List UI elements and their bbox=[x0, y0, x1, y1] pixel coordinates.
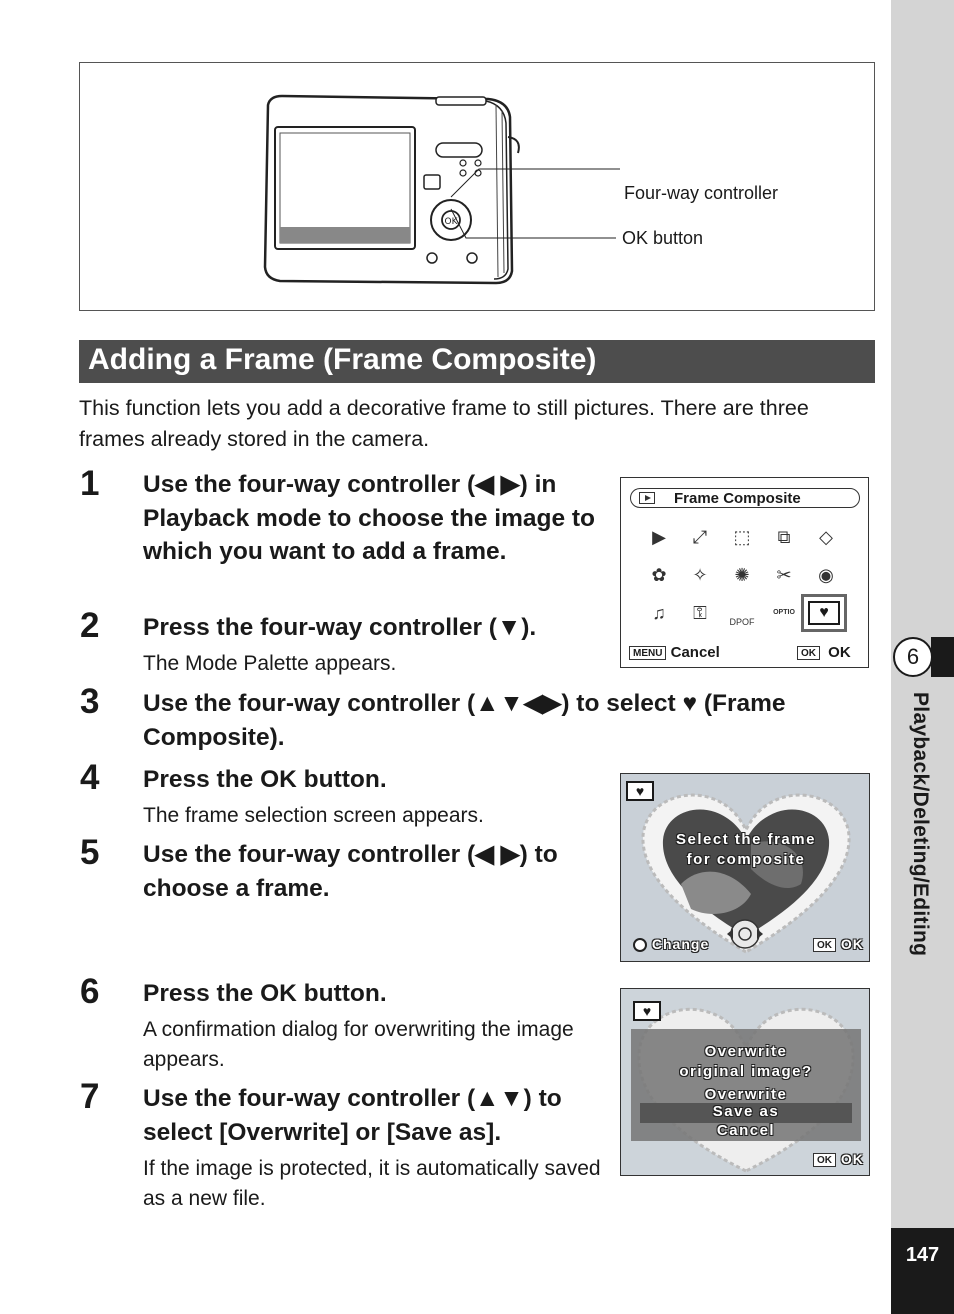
palette-ok-group bbox=[797, 644, 851, 661]
voice-memo-icon[interactable]: ♫ bbox=[652, 603, 666, 623]
rotate-icon[interactable]: ◇ bbox=[819, 527, 833, 547]
menu-key-icon: MENU bbox=[629, 646, 666, 660]
step-5-number: 5 bbox=[80, 833, 100, 872]
image-copy-icon[interactable]: ⧉ bbox=[777, 527, 791, 547]
step-2-text: Press the four-way controller (▼). bbox=[143, 614, 537, 641]
confirm-question-line2: original image? bbox=[679, 1063, 813, 1080]
resize-icon[interactable]: ⤢ bbox=[692, 527, 708, 547]
step-1-text: Use the four-way controller (◀ ▶) in Playback mode to choose the image to which you want to add a frame. bbox=[143, 471, 596, 565]
protect-key-icon[interactable]: ⚿ bbox=[693, 603, 707, 623]
ok-label: OK bbox=[840, 1151, 864, 1167]
step-6-number: 6 bbox=[80, 972, 100, 1011]
camera-figure bbox=[79, 62, 875, 311]
select-frame-line2: for composite bbox=[686, 851, 806, 868]
step-2-note: The Mode Palette appears. bbox=[143, 652, 397, 675]
movie-edit-icon[interactable]: ✂ bbox=[776, 565, 792, 585]
mode-palette-screen bbox=[620, 477, 869, 668]
option-save-as[interactable]: Save as bbox=[712, 1103, 780, 1120]
start-up-screen-icon[interactable]: OPTIO bbox=[773, 609, 795, 616]
page-number: 147 bbox=[891, 1228, 954, 1314]
step-6-note: A confirmation dialog for overwriting the image appears. bbox=[143, 1018, 574, 1071]
ok-key-icon: OK bbox=[797, 646, 820, 660]
step-3-number: 3 bbox=[80, 682, 100, 721]
step-7-text: Use the four-way controller (▲▼) to select [Overwrite] or [Save as]. bbox=[143, 1085, 562, 1146]
step-4-text: Press the OK button. bbox=[143, 766, 387, 793]
ok-label: OK bbox=[828, 644, 851, 661]
frame-composite-selected-cell[interactable] bbox=[801, 594, 847, 632]
change-label: Change bbox=[651, 936, 710, 952]
option-cancel[interactable]: Cancel bbox=[716, 1122, 776, 1139]
chapter-title: Playback/Deleting/Editing bbox=[909, 692, 932, 957]
frame-ok-hint bbox=[813, 936, 864, 952]
four-way-controller-label: Four-way controller bbox=[624, 183, 779, 203]
step-2-number: 2 bbox=[80, 606, 100, 645]
frame-composite-icon: ♥ bbox=[626, 781, 654, 801]
svg-text:OK: OK bbox=[444, 217, 458, 227]
step-5-text: Use the four-way controller (◀ ▶) to choose a frame. bbox=[143, 841, 558, 902]
step-4-number: 4 bbox=[80, 758, 100, 797]
slideshow-icon[interactable]: ▶ bbox=[652, 527, 666, 547]
step-6-text: Press the OK button. bbox=[143, 980, 387, 1007]
change-hint bbox=[633, 936, 709, 952]
heart-frame-artwork bbox=[621, 774, 870, 962]
cropping-icon[interactable]: ⬚ bbox=[733, 527, 751, 547]
confirm-question-line1: Overwrite bbox=[704, 1043, 788, 1060]
frame-composite-heart-icon: ♥ bbox=[808, 601, 840, 625]
palette-bottom-bar bbox=[629, 644, 861, 664]
frame-selection-screen bbox=[620, 773, 870, 962]
playback-icon bbox=[639, 492, 655, 504]
red-eye-edit-icon[interactable]: ◉ bbox=[818, 565, 834, 585]
digital-filter-icon[interactable]: ✿ bbox=[651, 565, 667, 585]
palette-title-bar bbox=[630, 488, 860, 508]
section-heading: Adding a Frame (Frame Composite) bbox=[79, 340, 875, 383]
brightness-filter-icon[interactable]: ✺ bbox=[734, 565, 750, 585]
intro-paragraph: This function lets you add a decorative frame to still pictures. There are three frames already stored in the camera. bbox=[79, 396, 809, 451]
ok-button-label: OK button bbox=[622, 228, 704, 248]
frame-composite-icon: ♥ bbox=[633, 1001, 661, 1021]
cancel-label: Cancel bbox=[670, 644, 720, 661]
step-1-number: 1 bbox=[80, 464, 100, 503]
palette-title: Frame Composite bbox=[674, 490, 801, 507]
confirmation-screen bbox=[620, 988, 870, 1176]
chapter-number: 6 bbox=[893, 637, 933, 677]
chapter-marker-bar bbox=[931, 637, 954, 677]
step-7-note: If the image is protected, it is automatically saved as a new file. bbox=[143, 1157, 601, 1210]
controller-dial-icon bbox=[633, 938, 647, 952]
step-4-note: The frame selection screen appears. bbox=[143, 804, 484, 827]
step-7-number: 7 bbox=[80, 1077, 100, 1116]
ok-label: OK bbox=[840, 936, 864, 952]
confirm-ok-hint bbox=[813, 1151, 864, 1167]
dpof-icon[interactable]: DPOF bbox=[729, 617, 755, 627]
option-overwrite[interactable]: Overwrite bbox=[704, 1086, 788, 1103]
select-frame-line1: Select the frame bbox=[676, 831, 816, 848]
step-3-text: Use the four-way controller (▲▼◀▶) to select ♥ (Frame Composite). bbox=[143, 690, 786, 751]
soft-filter-icon[interactable]: ✧ bbox=[692, 565, 708, 585]
ok-key-icon: OK bbox=[813, 1153, 836, 1167]
ok-key-icon: OK bbox=[813, 938, 836, 952]
